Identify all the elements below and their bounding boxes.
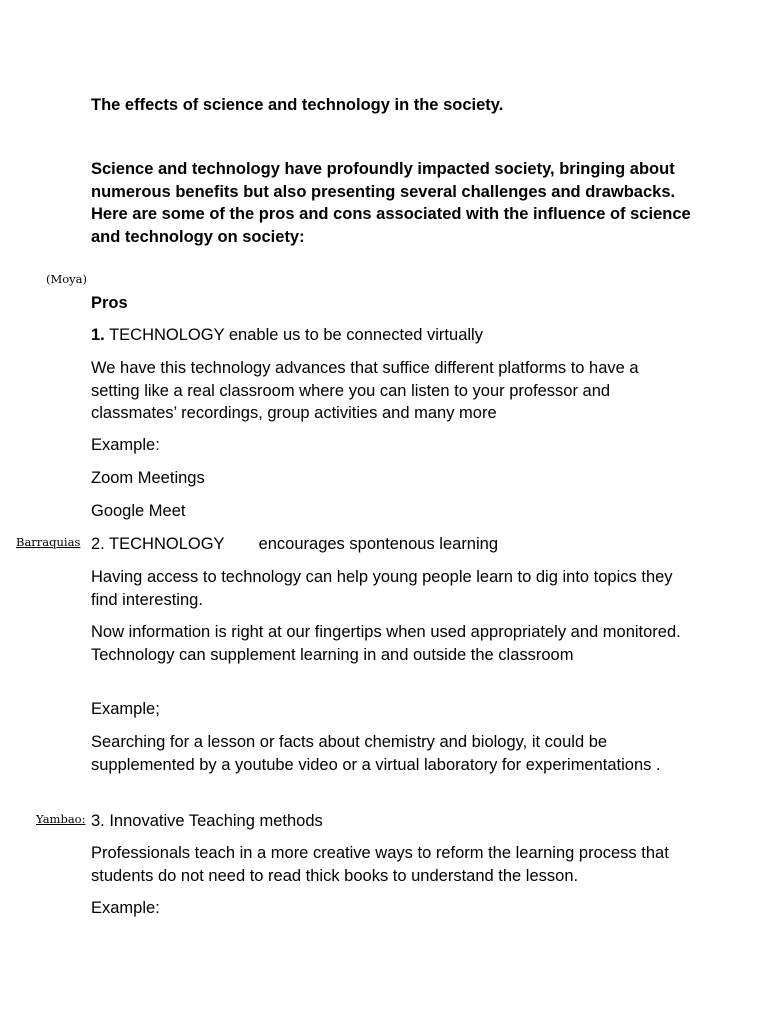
item1-example-label: Example: — [91, 436, 160, 454]
item1-heading-text: TECHNOLOGY enable us to be connected virtually — [109, 326, 483, 344]
item2-heading — [91, 533, 691, 556]
item2-body1: Having access to technology can help young people learn to dig into topics they find interesting. — [91, 568, 673, 609]
item3-body: Professionals teach in a more creative ways to reform the learning process that students do not need to read thick books to understand the lesson. — [91, 844, 669, 885]
item2-heading-part1: 2. TECHNOLOGY — [91, 535, 225, 553]
item3-heading: 3. Innovative Teaching methods — [91, 812, 323, 830]
item2-heading-part2: encourages spontenous learning — [258, 535, 499, 553]
item1-body: We have this technology advances that suffice different platforms to have a setting like a real classroom where you can listen to your professor and classmates’ recordings, group activities and many more — [91, 359, 639, 422]
margin-note-moya: (Moya) — [46, 272, 88, 286]
item1-heading — [91, 324, 691, 347]
item2-example-label: Example; — [91, 700, 160, 718]
margin-note-yambao-text: Yambao: — [36, 812, 86, 826]
item1-example-zoom: Zoom Meetings — [91, 469, 205, 487]
item3-example-label: Example: — [91, 899, 160, 917]
item1-example-meet: Google Meet — [91, 502, 186, 520]
margin-note-barraquias — [16, 535, 80, 549]
item2-body2: Now information is right at our fingertips when used appropriately and monitored. Technology can supplement learning in and outside the classroom — [91, 623, 681, 664]
pros-heading: Pros — [91, 294, 128, 312]
intro-paragraph: Science and technology have profoundly impacted society, bringing about numerous benefits but also presenting several challenges and drawbacks. Here are some of the pros and cons associated with the influence of science and technology on society: — [91, 160, 691, 246]
margin-note-barraquias-text: Barraquias — [16, 535, 81, 549]
document-title: The effects of science and technology in the society. — [91, 96, 504, 114]
item2-example-text: Searching for a lesson or facts about chemistry and biology, it could be supplemented by a youtube video or a virtual laboratory for experimentations . — [91, 733, 661, 774]
item1-number: 1. — [91, 326, 105, 344]
margin-note-yambao — [36, 812, 85, 826]
